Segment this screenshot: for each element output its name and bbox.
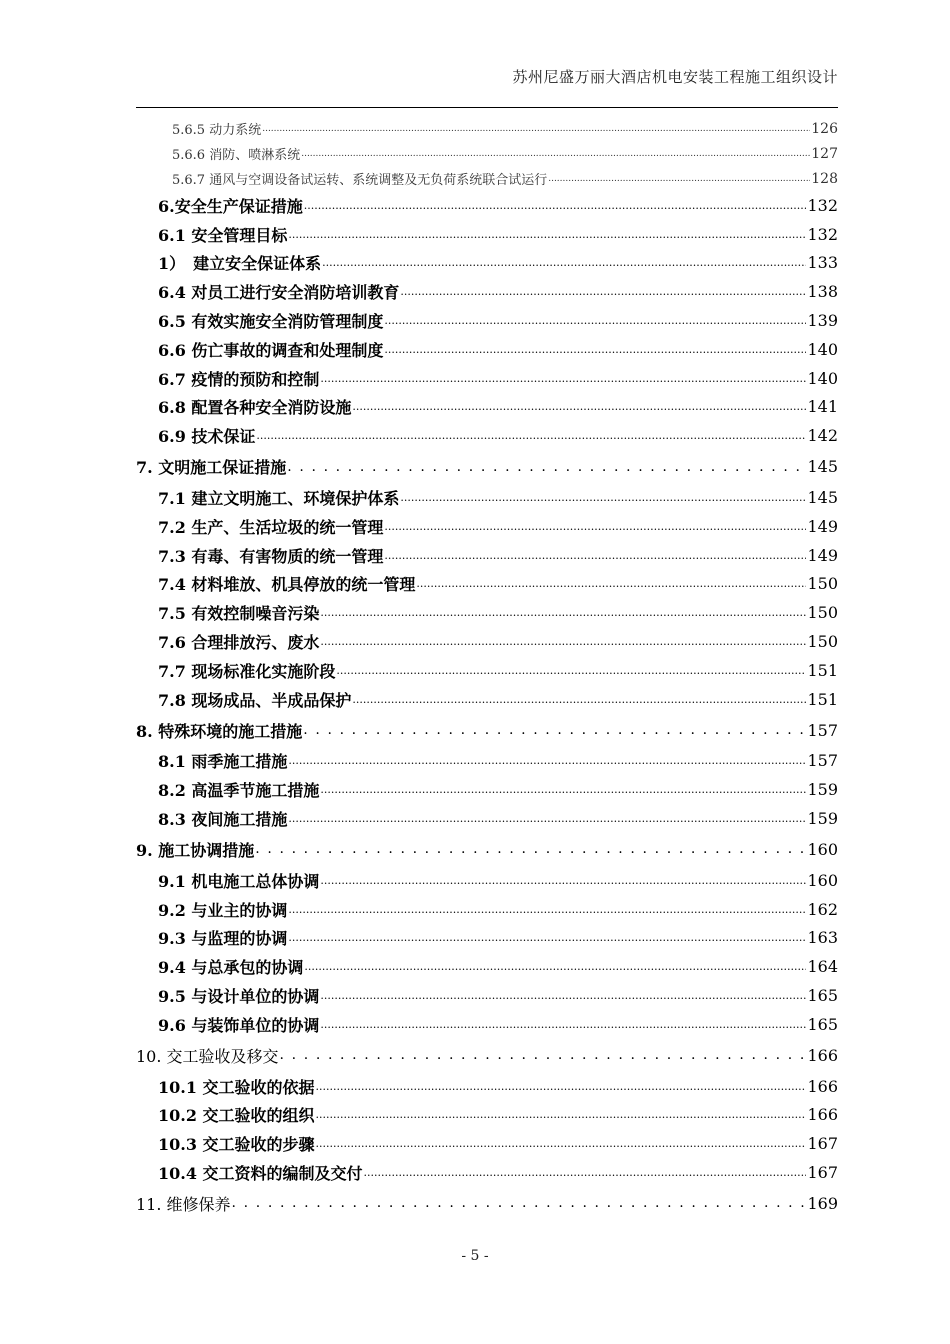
toc-entry-page: 140 [807,339,838,359]
toc-entry[interactable] [136,306,838,335]
toc-entry[interactable] [136,1010,838,1039]
toc-dot-leader [336,664,806,677]
toc-entry[interactable] [136,141,838,166]
toc-entry-page: 151 [807,660,838,680]
toc-dot-leader [316,1137,807,1150]
toc-entry[interactable] [136,1072,838,1101]
toc-entry-page: 167 [807,1134,838,1154]
toc-entry[interactable] [136,924,838,953]
toc-dot-leader [262,124,810,134]
toc-entry-page: 160 [807,839,838,859]
toc-entry-page: 141 [807,397,838,417]
toc-entry[interactable] [136,1129,838,1158]
toc-entry-page: 166 [807,1105,838,1125]
toc-entry[interactable] [136,277,838,306]
toc-entry-page: 157 [807,720,838,740]
toc-dot-leader [288,931,806,944]
toc-entry[interactable] [136,714,838,747]
toc-entry-page: 150 [807,574,838,594]
toc-dot-leader [548,174,810,184]
toc-entry[interactable] [136,512,838,541]
toc-entry[interactable] [136,393,838,422]
toc-entry[interactable] [136,364,838,393]
toc-dot-leader [320,874,806,887]
toc-dot-leader [320,606,806,619]
toc-entry[interactable] [136,895,838,924]
toc-dot-leader [288,754,806,767]
toc-entry-title: 6.5 有效实施安全消防管理制度 [158,312,384,332]
toc-dot-leader [316,1080,807,1093]
toc-entry[interactable] [136,450,838,483]
toc-dot-leader [384,343,806,356]
toc-entry-title: 8. 特殊环境的施工措施 [136,721,303,741]
toc-entry-page: 142 [807,426,838,446]
toc-dot-leader [416,577,806,590]
toc-entry-page: 140 [807,368,838,388]
toc-entry[interactable] [136,804,838,833]
toc-dot-leader [320,989,806,1002]
header-rule [136,107,838,108]
toc-entry[interactable] [136,541,838,570]
toc-entry-title: 10. 交工验收及移交 [136,1046,279,1066]
toc-entry-page: 128 [811,170,838,187]
toc-entry-title: 7.1 建立文明施工、环境保护体系 [158,489,400,509]
toc-entry-title: 1） 建立安全保证体系 [158,254,322,274]
toc-dot-leader [320,1018,806,1031]
toc-entry[interactable] [136,191,838,220]
toc-entry-page: 160 [807,870,838,890]
toc-entry[interactable] [136,1039,838,1072]
page-number: - 5 - [461,1248,489,1264]
toc-entry-page: 138 [807,282,838,302]
toc-dot-leader [352,693,806,706]
toc-dot-leader [320,783,806,796]
toc-entry-title: 9.1 机电施工总体协调 [158,871,320,891]
toc-entry[interactable] [136,249,838,278]
toc-dot-leader [320,635,806,648]
toc-dot-leader [255,841,806,857]
toc-entry-title: 6.1 安全管理目标 [158,225,288,245]
toc-dot-leader [256,429,806,442]
toc-entry[interactable] [136,685,838,714]
toc-entry-page: 132 [807,195,838,215]
toc-entry-page: 166 [807,1045,838,1065]
toc-entry-title: 5.6.7 通风与空调设备试运转、系统调整及无负荷系统联合试运行 [172,173,548,188]
toc-entry-page: 164 [807,957,838,977]
toc-entry-title: 7.8 现场成品、半成品保护 [158,690,352,710]
toc-entry-page: 145 [807,488,838,508]
toc-entry[interactable] [136,656,838,685]
toc-entry[interactable] [136,1187,838,1220]
toc-entry-page: 159 [807,780,838,800]
toc-entry-title: 9. 施工协调措施 [136,840,255,860]
toc-dot-leader [288,812,806,825]
toc-entry[interactable] [136,335,838,364]
toc-entry-page: 165 [807,1014,838,1034]
toc-entry-page: 162 [807,899,838,919]
toc-entry-title: 7.3 有毒、有害物质的统一管理 [158,546,384,566]
toc-entry-page: 133 [807,253,838,273]
toc-dot-leader [364,1166,807,1179]
toc-entry-title: 7.6 合理排放污、废水 [158,633,320,653]
toc-dot-leader [304,199,807,212]
toc-entry[interactable] [136,833,838,866]
toc-entry-page: 166 [807,1076,838,1096]
toc-entry-page: 159 [807,809,838,829]
toc-entry-title: 10.1 交工验收的依据 [158,1077,315,1097]
toc-entry-title: 7. 文明施工保证措施 [136,458,287,478]
toc-entry-title: 10.4 交工资料的编制及交付 [158,1164,363,1183]
toc-entry-title: 6.4 对员工进行安全消防培训教育 [158,283,400,303]
toc-entry-title: 7.4 材料堆放、机具停放的统一管理 [158,575,416,595]
toc-entry-title: 6.9 技术保证 [158,427,256,447]
toc-entry-page: 126 [811,120,838,137]
toc-entry-title: 6.8 配置各种安全消防设施 [158,398,352,418]
toc-dot-leader [322,256,806,269]
toc-entry-title: 11. 维修保养 [136,1194,231,1214]
toc-entry-page: 163 [807,928,838,948]
toc-entry[interactable] [136,483,838,512]
toc-entry-title: 6.安全生产保证措施 [158,196,303,216]
toc-entry-page: 169 [807,1193,838,1213]
toc-entry-page: 132 [807,224,838,244]
toc-entry-page: 139 [807,311,838,331]
toc-entry-page: 151 [807,689,838,709]
toc-dot-leader [287,459,806,475]
toc-entry[interactable] [136,598,838,627]
toc-entry-title: 6.7 疫情的预防和控制 [158,369,320,389]
toc-entry-title: 9.2 与业主的协调 [158,900,288,920]
toc-entry-title: 9.5 与设计单位的协调 [158,987,320,1007]
toc-dot-leader [384,314,806,327]
toc-entry-page: 149 [807,545,838,565]
toc-entry-page: 157 [807,751,838,771]
toc-entry[interactable] [136,627,838,656]
toc-entry-title: 9.6 与装饰单位的协调 [158,1015,320,1035]
toc-entry[interactable] [136,570,838,599]
toc-entry[interactable] [136,166,838,191]
toc-dot-leader [400,491,806,504]
toc-entry[interactable] [136,747,838,776]
toc-entry[interactable] [136,421,838,450]
toc-entry-page: 150 [807,603,838,623]
toc-entry-title: 9.4 与总承包的协调 [158,958,304,978]
toc-dot-leader [232,1195,807,1211]
toc-entry-page: 165 [807,986,838,1006]
toc-entry-page: 149 [807,516,838,536]
toc-entry-title: 8.2 高温季节施工措施 [158,781,320,801]
toc-dot-leader [316,1108,807,1121]
toc-entry-title: 5.6.6 消防、喷淋系统 [172,148,301,163]
toc-entry[interactable] [136,952,838,981]
toc-dot-leader [384,549,806,562]
toc-entry[interactable] [136,1158,838,1187]
toc-entry[interactable] [136,116,838,141]
toc-dot-leader [320,372,806,385]
toc-entry[interactable] [136,775,838,804]
toc-entry[interactable] [136,981,838,1010]
toc-entry-title: 7.5 有效控制噪音污染 [158,604,320,624]
document-header: 苏州尼盛万丽大酒店机电安装工程施工组织设计 [512,68,838,86]
toc-entry-title: 7.2 生产、生活垃圾的统一管理 [158,517,384,537]
toc-entry-title: 8.3 夜间施工措施 [158,810,288,830]
toc-entry-title: 10.2 交工验收的组织 [158,1106,315,1126]
toc-entry-page: 145 [807,457,838,477]
toc-dot-leader [301,149,810,159]
toc-entry[interactable] [136,1101,838,1130]
table-of-contents [136,116,838,1220]
toc-entry-title: 7.7 现场标准化实施阶段 [158,661,336,681]
toc-entry[interactable] [136,866,838,895]
toc-dot-leader [384,520,806,533]
toc-dot-leader [400,285,806,298]
toc-entry-title: 5.6.5 动力系统 [172,123,262,138]
toc-entry-title: 8.1 雨季施工措施 [158,752,288,772]
toc-entry-title: 9.3 与监理的协调 [158,929,288,949]
toc-dot-leader [288,903,806,916]
toc-entry-page: 167 [807,1163,838,1182]
toc-dot-leader [288,228,806,241]
toc-dot-leader [303,722,806,738]
toc-dot-leader [352,400,806,413]
toc-entry-title: 6.6 伤亡事故的调查和处理制度 [158,340,384,360]
toc-entry[interactable] [136,220,838,249]
toc-entry-page: 150 [807,632,838,652]
toc-dot-leader [304,960,806,973]
toc-dot-leader [280,1047,807,1063]
toc-entry-title: 10.3 交工验收的步骤 [158,1135,315,1155]
toc-entry-page: 127 [811,145,838,162]
